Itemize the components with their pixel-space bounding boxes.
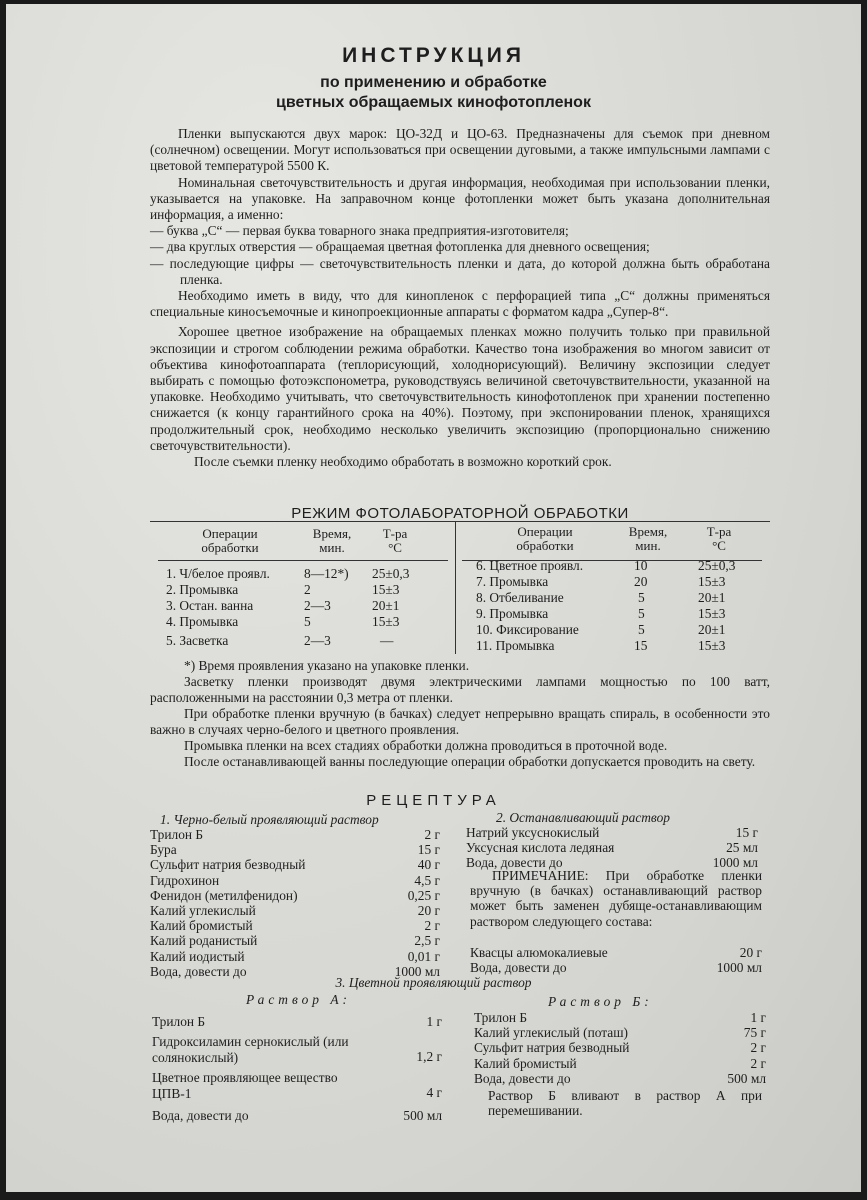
section-1-title: 1. Черно-белый проявляющий раствор [160, 812, 379, 827]
ingredient-name: Бура [150, 842, 177, 858]
list-item [152, 1034, 442, 1070]
document-subtitle-2: цветных обращаемых кинофотопленок [276, 94, 591, 111]
ingredient-qty: 1 г [426, 1014, 442, 1029]
ingredient-qty: 15 г [417, 842, 440, 858]
ingredient-name: Трилон Б [152, 1014, 206, 1029]
ingredient-name: Вода, довести до [470, 960, 567, 976]
ingredient-qty: 2 г [750, 1040, 766, 1056]
intro-paragraph-3: Необходимо иметь в виду, что для кинопленок с перфорацией типа „С“ должны применяться специальные киносъемочные и кинопроекционные аппараты с форматом кадра „Супер-8“. [150, 288, 770, 320]
intro-paragraph-4: Хорошее цветное изображение на обращаемых пленках можно получить только при правильной экспозиции и строгом соблюдении режима обработки. Качество тона изображения во многом зависит от объектива кинофотоаппарата (теплорисующий, холоднорисующий). Величину экспозиции следует выбирать с помощью фотоэкспонометра, руководствуясь величиной светочувствительности, указанной на упаковке. Необходимо учитывать, что светочувствительность кинофотопленок при хранении постепенно снижается (к концу гарантийного срока на 40%). Поэтому, при экспонировании пленок, хранящихся продолжительный срок, необходимо несколько увеличить экспозицию (пропорционально снижению светочувствительности). [150, 324, 770, 453]
section-2-title: 2. Останавливающий раствор [496, 810, 670, 825]
ingredient-qty: 15 г [735, 825, 758, 840]
row-op: 9. Промывка [476, 606, 549, 621]
final-instruction-text: Раствор Б вливают в раствор А при перемешивании. [488, 1088, 762, 1119]
row-temp: 25±0,3 [372, 566, 410, 581]
table-header-temp-right [694, 525, 744, 553]
ingredient-qty: 75 г [743, 1025, 766, 1041]
ingredient-qty: 500 мл [727, 1070, 766, 1086]
row-time: 20 [634, 574, 648, 589]
ingredient-name: Трилон Б [474, 1010, 528, 1025]
solution-b-title: Раствор Б: [548, 994, 653, 1009]
row-time: 5 [638, 590, 645, 605]
ingredient-name: Калий иодистый [150, 948, 245, 964]
row-temp: 20±1 [698, 622, 726, 637]
ingredient-qty: 2 г [424, 827, 440, 842]
row-temp: 15±3 [372, 614, 400, 629]
row-op: 11. Промывка [476, 638, 555, 653]
intro-paragraph-5: После съемки пленку необходимо обработать в возможно короткий срок. [194, 454, 612, 470]
ingredient-list-b [474, 1010, 766, 1086]
list-item [152, 1014, 442, 1034]
list-item [474, 1025, 766, 1040]
ingredient-list-2 [466, 825, 758, 871]
recipe-title: РЕЦЕПТУРА [366, 792, 501, 809]
header-time-line1: Время, [312, 526, 352, 541]
header-temp-line2: °С [388, 540, 402, 555]
ingredient-qty: 0,25 г [407, 887, 440, 903]
recipe-note [470, 868, 762, 929]
ingredient-name: Натрий уксуснокислый [466, 825, 600, 840]
intro-section [150, 126, 770, 470]
row-temp: 15±3 [698, 638, 726, 653]
row-temp: 25±0,3 [698, 558, 736, 573]
list-item [152, 1108, 442, 1123]
ingredient-qty: 1000 мл [394, 963, 440, 979]
ingredient-qty: 4,5 г [414, 872, 440, 888]
ingredient-name: Цветное проявляющее вещество ЦПВ-1 [152, 1070, 338, 1101]
document-subtitle-1: по применению и обработке [320, 74, 547, 91]
intro-paragraph-1: Пленки выпускаются двух марок: ЦО-32Д и ЦО-63. Предназначены для съемок при дневном (солнечном) освещении. Могут использоваться при освещении дуговыми, а также импульсными лампами с цветовой температурой 5500 К. [150, 126, 770, 174]
ingredient-qty: 500 мл [403, 1108, 442, 1123]
ingredient-name: Калий роданистый [150, 933, 258, 949]
document-title: ИНСТРУКЦИЯ [342, 44, 525, 67]
row-temp: 15±3 [698, 574, 726, 589]
header-temp-line2: °С [712, 538, 726, 553]
row-time: 5 [304, 614, 311, 629]
list-item [470, 960, 762, 975]
table-header-rule-left [158, 560, 448, 561]
list-item [470, 945, 762, 960]
row-op: 2. Промывка [166, 582, 239, 597]
list-item [466, 840, 758, 855]
row-op: 6. Цветное проявл. [476, 558, 584, 573]
list-item [150, 903, 440, 918]
ingredient-qty: 1 г [750, 1010, 766, 1025]
header-op-line2: обработки [201, 540, 259, 555]
ingredient-qty: 1000 мл [716, 960, 762, 976]
row-time: 5 [638, 622, 645, 637]
row-time: 2 [304, 582, 311, 597]
ingredient-name: Гидроксиламин сернокислый (или солянокислый) [152, 1034, 349, 1065]
table-title: РЕЖИМ ФОТОЛАБОРАТОРНОЙ ОБРАБОТКИ [291, 505, 629, 522]
row-time: 15 [634, 638, 648, 653]
table-header-time-right [618, 525, 678, 553]
row-op: 7. Промывка [476, 574, 549, 589]
ingredient-qty: 2,5 г [414, 933, 440, 949]
list-item [152, 1070, 442, 1108]
processing-table [150, 521, 770, 656]
row-temp: 20±1 [372, 598, 400, 613]
row-time: 2—3 [304, 633, 331, 648]
ingredient-name: Вода, довести до [474, 1070, 571, 1086]
list-item [150, 918, 440, 933]
row-op: 1. Ч/белое проявл. [166, 566, 270, 581]
intro-dash-2: — два круглых отверстия — обращаемая цветная фотопленка для дневного освещения; [150, 239, 650, 255]
header-time-line2: мин. [319, 540, 345, 555]
intro-dash-1: — буква „С“ — первая буква товарного знака предприятия-изготовителя; [150, 223, 569, 239]
final-instruction [488, 1088, 762, 1118]
row-op: 8. Отбеливание [476, 590, 564, 605]
ingredient-name: Вода, довести до [152, 1108, 249, 1123]
ingredient-name: Уксусная кислота ледяная [466, 840, 615, 856]
list-item [150, 873, 440, 888]
ingredient-name: Вода, довести до [150, 963, 247, 979]
ingredient-name: Квасцы алюмокалиевые [470, 945, 608, 960]
list-item [150, 857, 440, 872]
table-header-temp-left [370, 527, 420, 555]
ingredient-list-a [152, 1014, 442, 1123]
ingredient-qty: 1,2 г [416, 1049, 442, 1065]
table-header-operation-right [490, 525, 600, 553]
ingredient-list-2b [470, 945, 762, 975]
ingredient-name: Фенидон (метилфенидон) [150, 887, 298, 903]
header-time-line2: мин. [635, 538, 661, 553]
recipe-note-text: ПРИМЕЧАНИЕ: При обработке пленки вручную (в бачках) останавливающий раствор может быть заменен дубяще-останавливающим раствором следующего состава: [470, 868, 762, 929]
table-divider [455, 522, 456, 654]
table-header-time-left [302, 527, 362, 555]
ingredient-qty: 2 г [424, 918, 440, 934]
note-2: При обработке пленки вручную (в бачках) следует непрерывно вращать спираль, в особенности это важно в случаях черно-белого и цветного проявления. [150, 706, 770, 737]
row-op: 10. Фиксирование [476, 622, 579, 637]
section-3-title: 3. Цветной проявляющий раствор [335, 975, 532, 990]
list-item [474, 1010, 766, 1025]
list-item [150, 888, 440, 903]
list-item [474, 1056, 766, 1071]
row-time: 2—3 [304, 598, 331, 613]
row-time: 5 [638, 606, 645, 621]
ingredient-qty: 4 г [426, 1085, 442, 1101]
list-item [474, 1071, 766, 1086]
header-op-line1: Операции [517, 524, 573, 539]
ingredient-name: Вода, довести до [466, 855, 563, 871]
header-op-line1: Операции [202, 526, 258, 541]
ingredient-name: Сульфит натрия безводный [474, 1040, 630, 1056]
row-temp: — [380, 633, 394, 648]
list-item [150, 933, 440, 948]
ingredient-qty: 20 г [417, 902, 440, 918]
intro-dash-3: — последующие цифры — светочувствительность пленки и дата, до которой должна быть обработана пленка. [150, 255, 770, 287]
note-3: Промывка пленки на всех стадиях обработки должна проводиться в проточной воде. [184, 738, 668, 753]
header-time-line1: Время, [628, 524, 668, 539]
ingredient-name: Калий углекислый [150, 902, 256, 918]
row-temp: 20±1 [698, 590, 726, 605]
ingredient-name: Калий бромистый [150, 918, 253, 934]
row-op: 4. Промывка [166, 614, 239, 629]
footnote: *) Время проявления указано на упаковке пленки. [184, 658, 470, 673]
ingredient-list-1 [150, 827, 440, 979]
header-temp-line1: Т-ра [382, 526, 408, 541]
ingredient-qty: 0,01 г [407, 948, 440, 964]
header-temp-line1: Т-ра [706, 524, 732, 539]
row-op: 5. Засветка [166, 633, 229, 648]
ingredient-qty: 40 г [417, 857, 440, 873]
ingredient-qty: 25 мл [726, 840, 758, 856]
ingredient-name: Трилон Б [150, 827, 204, 842]
note-1: Засветку пленки производят двумя электрическими лампами мощностью по 100 ватт, расположенными на расстоянии 0,3 метра от пленки. [150, 674, 770, 705]
ingredient-name: Калий углекислый (поташ) [474, 1025, 628, 1041]
table-header-operation-left [180, 527, 280, 555]
header-op-line2: обработки [516, 538, 574, 553]
notes-section [150, 658, 770, 770]
list-item [474, 1040, 766, 1055]
ingredient-qty: 2 г [750, 1055, 766, 1071]
list-item [150, 827, 440, 842]
list-item [466, 825, 758, 840]
ingredient-name: Сульфит натрия безводный [150, 857, 306, 873]
intro-paragraph-2: Номинальная светочувствительность и другая информация, необходимая при использовании пленки, указывается на упаковке. На заправочном конце фотопленки может быть указана дополнительная информация, а именно: [150, 174, 770, 223]
ingredient-name: Гидрохинон [150, 872, 220, 888]
row-temp: 15±3 [372, 582, 400, 597]
note-4: После останавливающей ванны последующие операции обработки допускается проводить на свету. [184, 754, 756, 769]
ingredient-name: Калий бромистый [474, 1055, 577, 1071]
row-time: 8—12*) [304, 566, 349, 581]
row-time: 10 [634, 558, 648, 573]
solution-a-title: Раствор А: [246, 992, 351, 1007]
list-item [150, 842, 440, 857]
row-op: 3. Остан. ванна [166, 598, 254, 613]
list-item [150, 949, 440, 964]
ingredient-qty: 20 г [739, 945, 762, 960]
row-temp: 15±3 [698, 606, 726, 621]
ingredient-qty: 1000 мл [712, 855, 758, 871]
